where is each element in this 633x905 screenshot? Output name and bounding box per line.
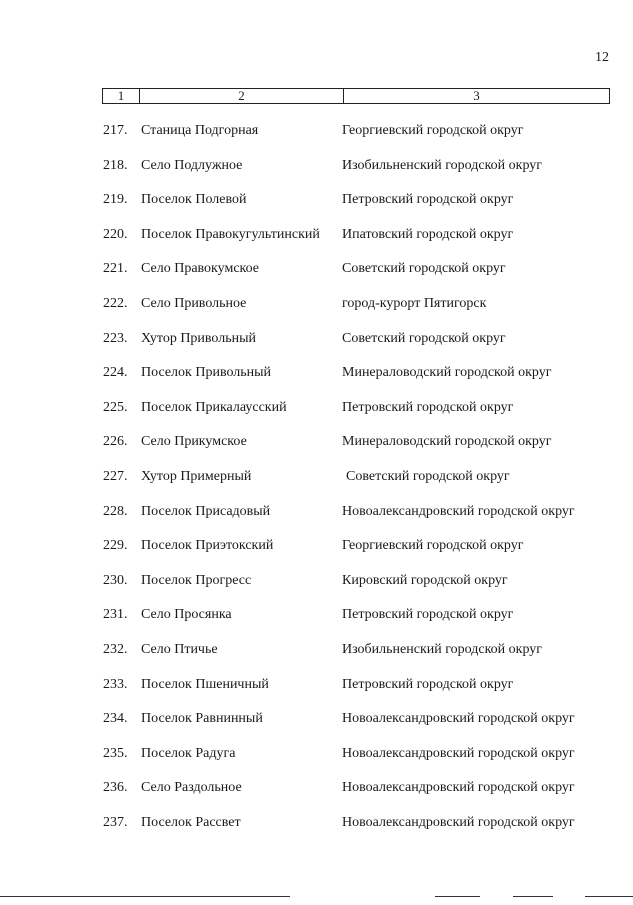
row-number: 228. — [103, 503, 128, 519]
table-row — [0, 391, 633, 426]
table-row — [0, 564, 633, 599]
table-header-row — [102, 88, 610, 104]
footer-line — [585, 896, 633, 897]
row-number: 236. — [103, 780, 128, 796]
district-name: Георгиевский городской округ — [342, 538, 524, 554]
row-number: 237. — [103, 814, 128, 830]
table-row — [0, 114, 633, 149]
district-name: Изобильненский городской округ — [342, 641, 543, 657]
district-name: Советский городской округ — [342, 330, 506, 346]
settlement-name: Село Раздольное — [141, 780, 242, 796]
table-body — [0, 114, 633, 840]
district-name: Петровский городской округ — [342, 607, 514, 623]
row-number: 223. — [103, 330, 128, 346]
footer-line — [513, 896, 553, 897]
table-row — [0, 183, 633, 218]
settlement-name: Станица Подгорная — [141, 123, 259, 138]
table-header-col-3: 3 — [473, 88, 480, 103]
table-header-col-1: 1 — [103, 89, 140, 103]
settlement-name: Село Просянка — [141, 607, 232, 623]
settlement-name: Село Птичье — [141, 641, 218, 657]
settlement-name: Село Привольное — [141, 295, 247, 311]
district-name: Советский городской округ — [342, 261, 506, 277]
table-row — [0, 460, 633, 495]
page-number: 12 — [595, 50, 609, 65]
district-name: город-курорт Пятигорск — [342, 295, 487, 311]
row-number: 225. — [103, 399, 128, 415]
district-name: Петровский городской округ — [342, 399, 514, 415]
settlement-name: Поселок Рассвет — [141, 814, 241, 830]
district-name: Новоалександровский городской округ — [342, 814, 575, 830]
footer-line — [0, 896, 290, 897]
row-number: 220. — [103, 226, 128, 242]
settlement-name: Поселок Привольный — [141, 365, 272, 381]
settlement-name: Поселок Пшеничный — [141, 676, 269, 692]
row-number: 221. — [103, 261, 128, 277]
table-row — [0, 598, 633, 633]
table-row — [0, 771, 633, 806]
table-row — [0, 356, 633, 391]
district-name: Ипатовский городской округ — [342, 226, 514, 242]
district-name: Георгиевский городской округ — [342, 123, 524, 138]
settlement-name: Село Подлужное — [141, 157, 243, 173]
table-row — [0, 218, 633, 253]
district-name: Советский городской округ — [346, 468, 510, 484]
table-row — [0, 322, 633, 357]
table-row — [0, 668, 633, 703]
row-number: 224. — [103, 365, 128, 381]
footer-line — [435, 896, 480, 897]
settlement-name: Поселок Приэтокский — [141, 538, 274, 554]
table-row — [0, 495, 633, 530]
settlement-name: Поселок Прикалаусский — [141, 399, 287, 415]
row-number: 231. — [103, 607, 128, 623]
district-name: Новоалександровский городской округ — [342, 711, 575, 727]
district-name: Минераловодский городской округ — [342, 434, 552, 450]
row-number: 218. — [103, 157, 128, 173]
table-row — [0, 425, 633, 460]
district-name: Изобильненский городской округ — [342, 157, 543, 173]
table-row — [0, 737, 633, 772]
row-number: 219. — [103, 192, 128, 208]
settlement-name: Хутор Примерный — [141, 468, 252, 484]
row-number: 230. — [103, 572, 128, 588]
table-row — [0, 287, 633, 322]
district-name: Новоалександровский городской округ — [342, 780, 575, 796]
settlement-name: Поселок Правокугультинский — [141, 226, 320, 242]
district-name: Новоалександровский городской округ — [342, 745, 575, 761]
table-row — [0, 806, 633, 841]
settlement-name: Хутор Привольный — [141, 330, 257, 346]
settlement-name: Поселок Полевой — [141, 192, 247, 208]
table-row — [0, 529, 633, 564]
district-name: Кировский городской округ — [342, 572, 508, 588]
settlement-name: Село Прикумское — [141, 434, 247, 450]
table-row — [0, 633, 633, 668]
settlement-name: Поселок Прогресс — [141, 572, 252, 588]
row-number: 232. — [103, 641, 128, 657]
row-number: 233. — [103, 676, 128, 692]
footer-divider-lines — [0, 896, 633, 900]
row-number: 234. — [103, 711, 128, 727]
table-row — [0, 149, 633, 184]
row-number: 227. — [103, 468, 128, 484]
settlement-name: Поселок Радуга — [141, 745, 236, 761]
row-number: 235. — [103, 745, 128, 761]
settlement-name: Поселок Равнинный — [141, 711, 263, 727]
row-number: 226. — [103, 434, 128, 450]
table-row — [0, 702, 633, 737]
district-name: Минераловодский городской округ — [342, 365, 552, 381]
row-number: 229. — [103, 538, 128, 554]
district-name: Новоалександровский городской округ — [342, 503, 575, 519]
district-name: Петровский городской округ — [342, 192, 514, 208]
table-header-col-2: 2 — [140, 89, 344, 103]
settlement-name: Поселок Присадовый — [141, 503, 271, 519]
row-number: 222. — [103, 295, 128, 311]
district-name: Петровский городской округ — [342, 676, 514, 692]
row-number: 217. — [103, 123, 128, 138]
table-row — [0, 252, 633, 287]
settlement-name: Село Правокумское — [141, 261, 260, 277]
